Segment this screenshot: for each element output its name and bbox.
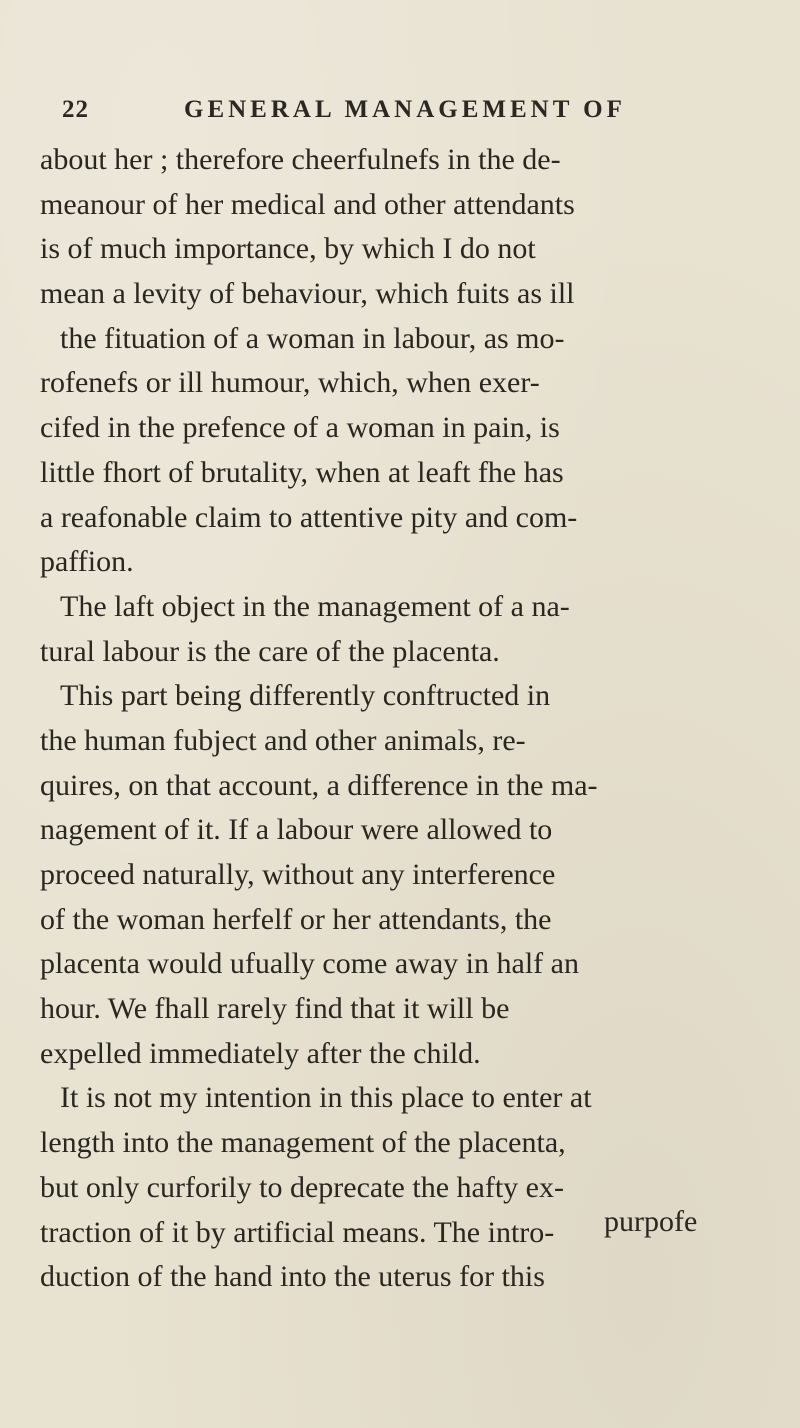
- text-line: tural labour is the care of the placenta.: [40, 634, 500, 668]
- running-head: GENERAL MANAGEMENT OF: [184, 96, 626, 123]
- text-line: about her ; therefore cheerfulnefs in the de-: [40, 143, 561, 176]
- text-line: traction of it by artificial means. The intro-: [40, 1215, 555, 1249]
- body-text: [40, 138, 740, 1300]
- text-line: mean a levity of behaviour, which fuits as ill: [40, 277, 575, 311]
- text-line: paffion.: [40, 545, 134, 579]
- text-line: expelled immediately after the child.: [40, 1036, 481, 1070]
- text-line: is of much importance, by which I do not: [40, 232, 536, 266]
- text-line: the human fubject and other animals, re-: [40, 723, 526, 757]
- text-line: little fhort of brutality, when at leaft fhe has: [40, 455, 564, 489]
- paragraph-start-line: This part being differently conftructed in: [60, 679, 551, 713]
- text-line: length into the management of the placenta,: [40, 1126, 566, 1160]
- paragraph-start-line: The laft object in the management of a na-: [60, 589, 570, 623]
- text-line: placenta would ufually come away in half an: [40, 947, 579, 981]
- paragraph-start-line: It is not my intention in this place to enter at: [60, 1081, 592, 1115]
- page-header: [62, 96, 722, 130]
- page-number: 22: [62, 96, 89, 123]
- text-line: nagement of it. If a labour were allowed to: [40, 813, 553, 847]
- text-line: meanour of her medical and other attendants: [40, 187, 575, 221]
- text-line: hour. We fhall rarely find that it will be: [40, 992, 510, 1026]
- text-line: a reafonable claim to attentive pity and com-: [40, 500, 578, 534]
- text-line: the fituation of a woman in labour, as mo-: [60, 321, 565, 355]
- text-line: quires, on that account, a difference in the ma-: [40, 768, 598, 802]
- text-line: proceed naturally, without any interference: [40, 858, 556, 891]
- text-line: rofenefs or ill humour, which, when exer-: [40, 366, 540, 400]
- text-line: cifed in the prefence of a woman in pain, is: [40, 411, 560, 445]
- text-line: duction of the hand into the uterus for this: [40, 1260, 545, 1294]
- text-line: but only curforily to deprecate the hafty ex-: [40, 1170, 564, 1204]
- catchword: purpofe: [604, 1205, 698, 1238]
- text-line: of the woman herfelf or her attendants, the: [40, 902, 552, 936]
